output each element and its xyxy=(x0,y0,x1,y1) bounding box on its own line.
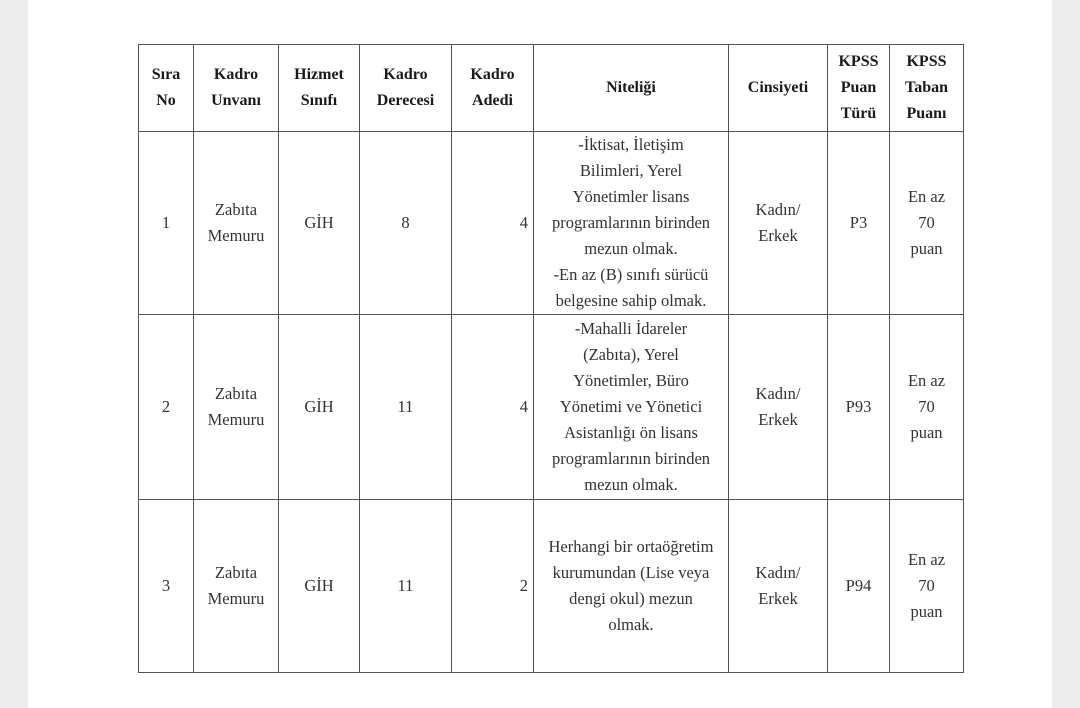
cell-derece: 11 xyxy=(360,315,452,500)
cell-nitelik: -Mahalli İdareler (Zabıta), Yerel Yönetimler, Büro Yönetimi ve Yönetici Asistanlığı ön lisans programlarının birinden mezun olmak. xyxy=(534,315,729,500)
cell-derece: 11 xyxy=(360,500,452,673)
header-kpss-taban-puani: KPSS Taban Puanı xyxy=(890,45,964,132)
header-cinsiyeti: Cinsiyeti xyxy=(729,45,828,132)
cell-nitelik: -İktisat, İletişim Bilimleri, Yerel Yönetimler lisans programlarının birinden mezun olmak. -En az (B) sınıfı sürücü belgesine sahip olmak. xyxy=(534,132,729,315)
cell-unvan: Zabıta Memuru xyxy=(194,315,279,500)
cell-cinsiyet: Kadın/ Erkek xyxy=(729,315,828,500)
cell-puan-turu: P3 xyxy=(828,132,890,315)
cell-sinif: GİH xyxy=(279,315,360,500)
cell-sira: 1 xyxy=(139,132,194,315)
cell-taban-puan: En az 70 puan xyxy=(890,315,964,500)
header-sira-no: Sıra No xyxy=(139,45,194,132)
cell-nitelik: Herhangi bir ortaöğretim kurumundan (Lise veya dengi okul) mezun olmak. xyxy=(534,500,729,673)
cell-sira: 3 xyxy=(139,500,194,673)
cell-unvan: Zabıta Memuru xyxy=(194,500,279,673)
cell-sira: 2 xyxy=(139,315,194,500)
header-kadro-unvani: Kadro Unvanı xyxy=(194,45,279,132)
cell-unvan: Zabıta Memuru xyxy=(194,132,279,315)
cell-taban-puan: En az 70 puan xyxy=(890,500,964,673)
cell-puan-turu: P93 xyxy=(828,315,890,500)
cell-cinsiyet: Kadın/ Erkek xyxy=(729,132,828,315)
header-row xyxy=(139,45,964,132)
cell-adet: 2 xyxy=(452,500,534,673)
table-row xyxy=(139,132,964,315)
cell-puan-turu: P94 xyxy=(828,500,890,673)
header-niteligi: Niteliği xyxy=(534,45,729,132)
cell-sinif: GİH xyxy=(279,500,360,673)
header-kpss-puan-turu: KPSS Puan Türü xyxy=(828,45,890,132)
table-row xyxy=(139,500,964,673)
table-row xyxy=(139,315,964,500)
cell-cinsiyet: Kadın/ Erkek xyxy=(729,500,828,673)
document-page xyxy=(28,0,1052,708)
header-hizmet-sinifi: Hizmet Sınıfı xyxy=(279,45,360,132)
header-kadro-derecesi: Kadro Derecesi xyxy=(360,45,452,132)
cell-derece: 8 xyxy=(360,132,452,315)
cell-taban-puan: En az 70 puan xyxy=(890,132,964,315)
cell-adet: 4 xyxy=(452,315,534,500)
header-kadro-adedi: Kadro Adedi xyxy=(452,45,534,132)
cell-sinif: GİH xyxy=(279,132,360,315)
cell-adet: 4 xyxy=(452,132,534,315)
kadro-table xyxy=(138,44,964,673)
